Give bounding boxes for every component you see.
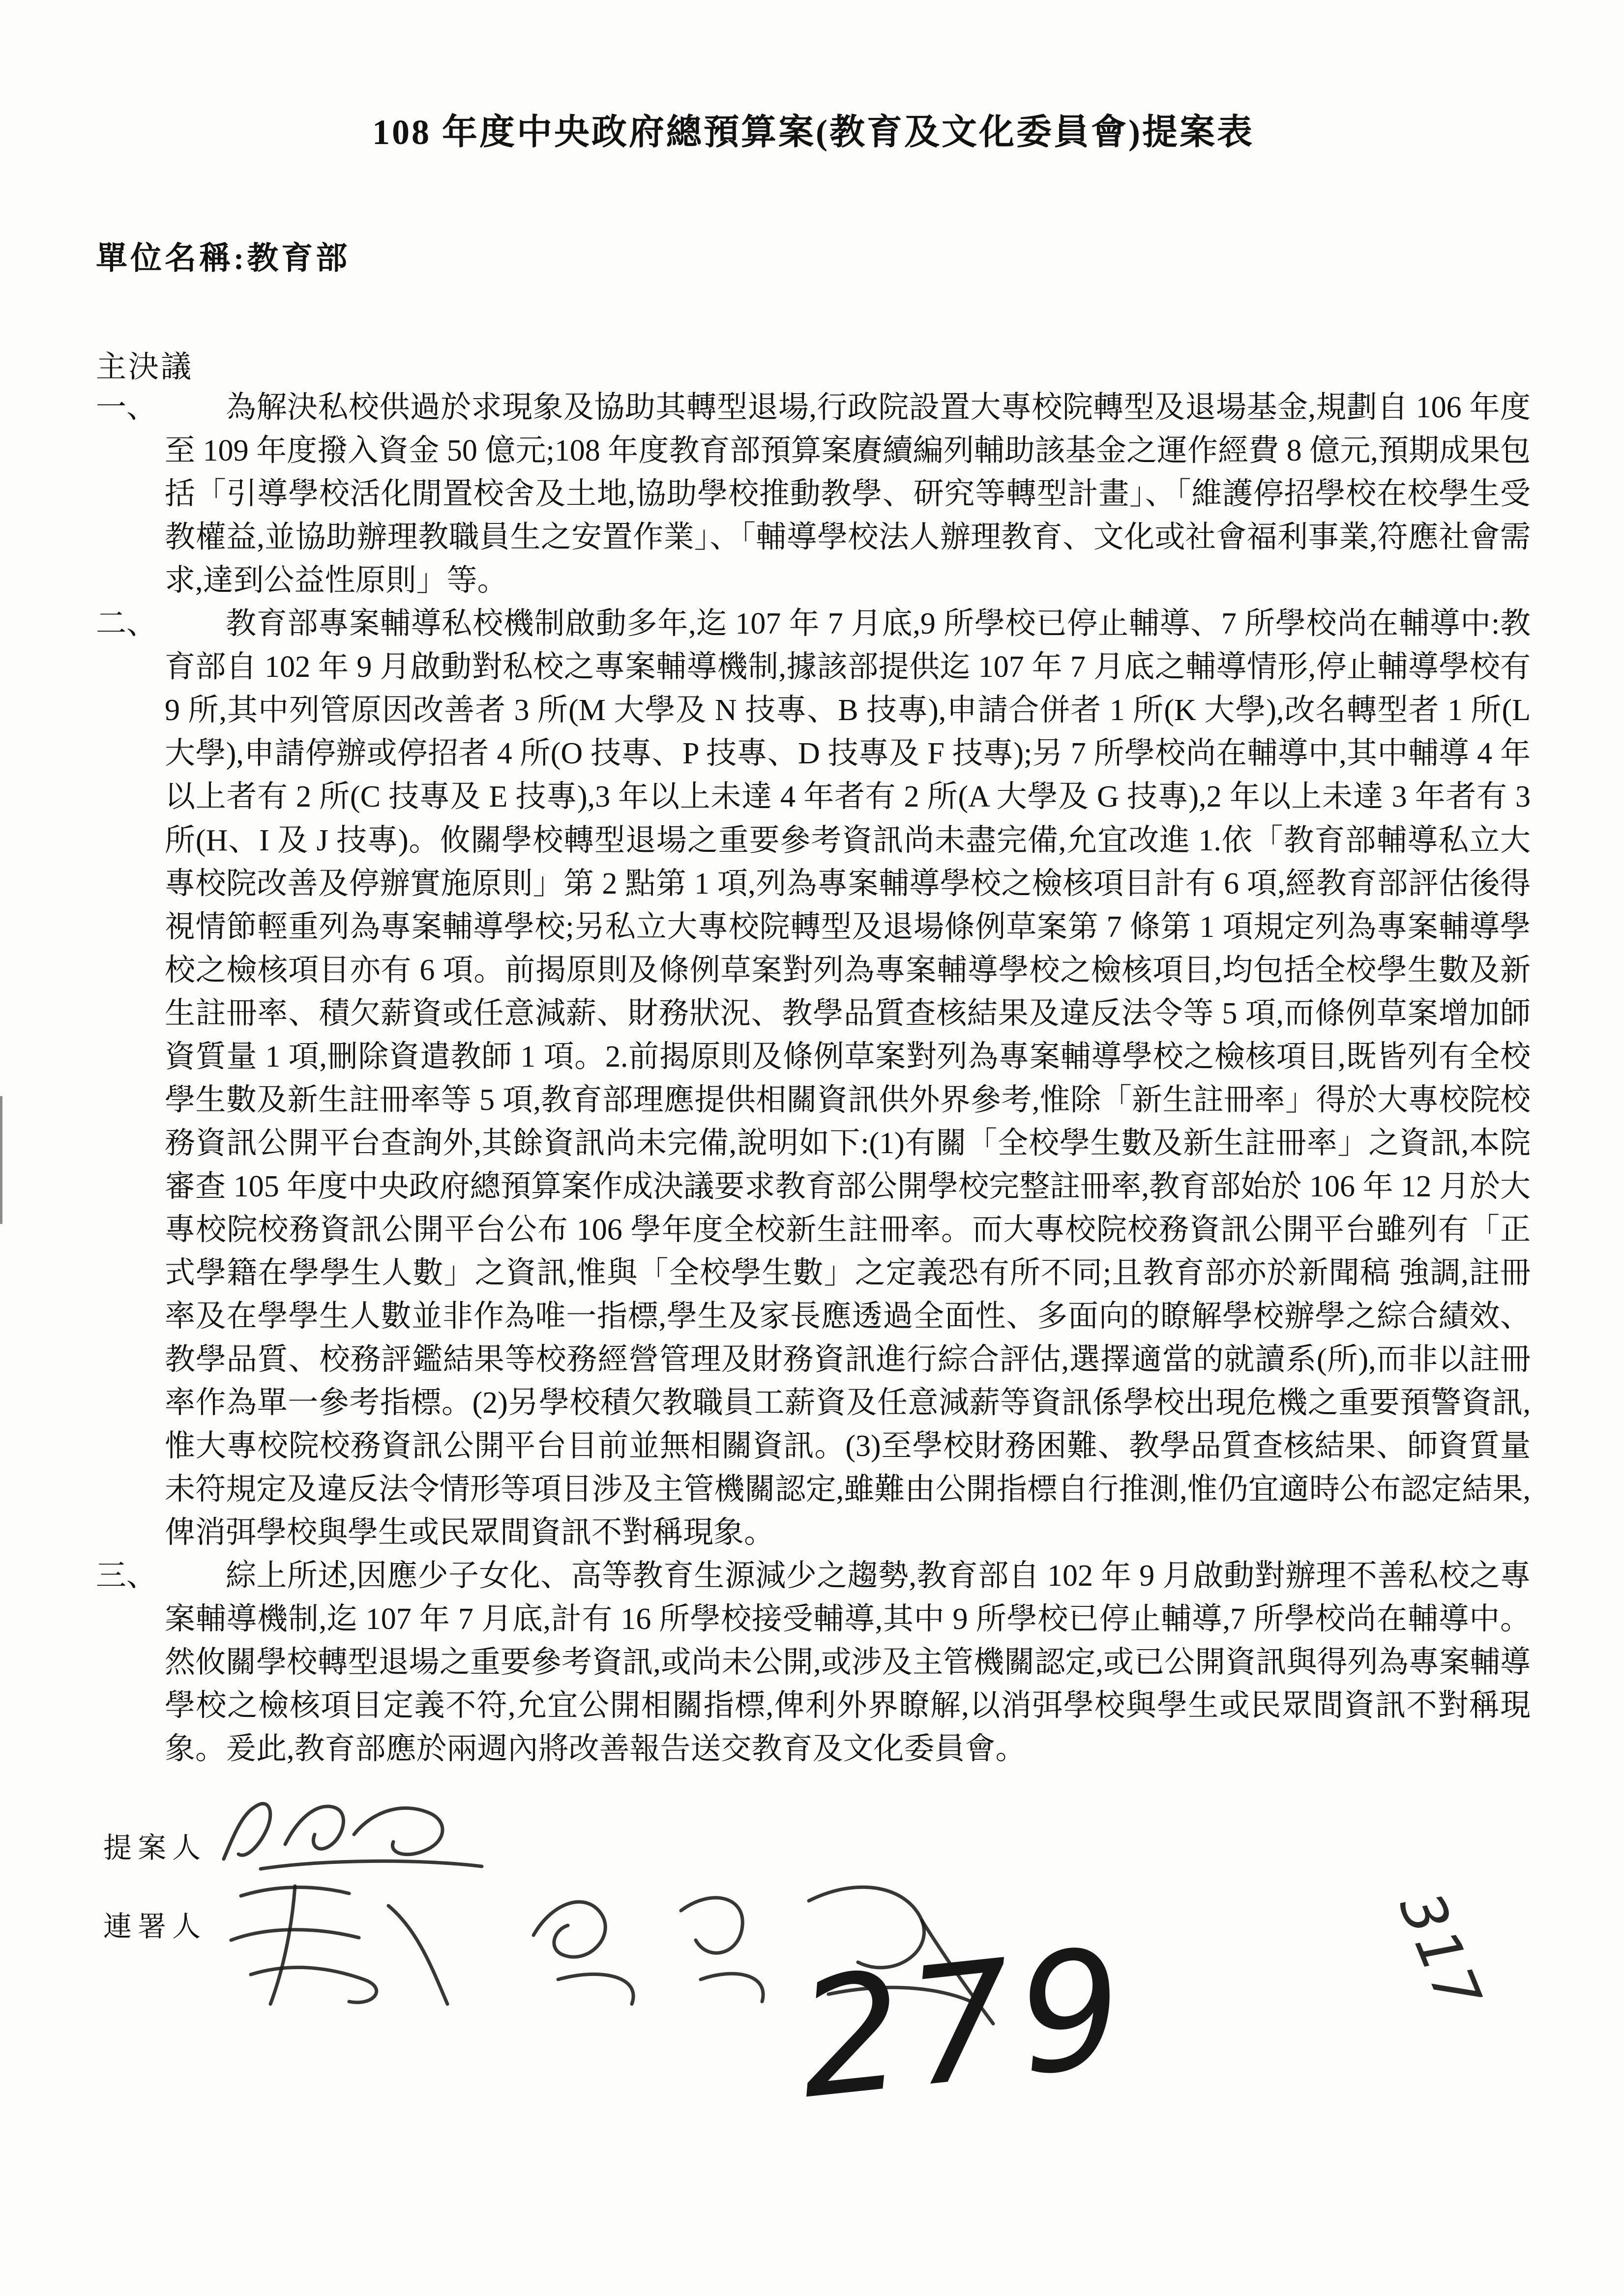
- proposer-signature: [216, 1785, 492, 1884]
- resolution-item-3: [96, 1554, 1531, 1771]
- resolution-marker: 二、: [96, 607, 157, 641]
- handwritten-corner-number: 317: [1386, 1883, 1495, 2022]
- resolution-marker: 三、: [96, 1559, 157, 1593]
- resolution-item-2: [96, 602, 1531, 1554]
- handwritten-page-number: 279: [790, 1913, 1139, 2135]
- resolution-text: 教育部專案輔導私校機制啟動多年,迄 107 年 7 月底,9 所學校已停止輔導、7 所學校尚在輔導中:教育部自 102 年 9 月啟動對私校之專案輔導機制,據該部提供迄 107 年 7 月底之輔導情形,停止輔導學校有 9 所,其中列管原因改善者 3 所(M 大學及 N 技專、B 技專),申請合併者 1 所(K 大學),改名轉型者 1 所(L 大學),申請停辦或停招者 4 所(O 技專、P 技專、D 技專及 F 技專);另 7 所學校尚在輔導中,其中輔導 4 年以上者有 2 所(C 技專及 E 技專),3 年以上未達 4 年者有 2 所(A 大學及 G 技專),2 年以上未達 3 年者有 3 所(H、I 及 J 技專)。攸關學校轉型退場之重要參考資訊尚未盡完備,允宜改進 1.依「教育部輔導私立大專校院改善及停辦實施原則」第 2 點第 1 項,列為專案輔導學校之檢核項目計有 6 項,經教育部評估後得視情節輕重列為專案輔導學校;另私立大專校院轉型及退場條例草案第 7 條第 1 項規定列為專案輔導學校之檢核項目亦有 6 項。前揭原則及條例草案對列為專案輔導學校之檢核項目,均包括全校學生數及新生註冊率、積欠薪資或任意減薪、財務狀況、教學品質查核結果及違反法令等 5 項,而條例草案增加師資質量 1 項,刪除資遣教師 1 項。2.前揭原則及條例草案對列為專案輔導學校之檢核項目,既皆列有全校學生數及新生註冊率等 5 項,教育部理應提供相關資訊供外界參考,惟除「新生註冊率」得於大專校院校務資訊公開平台查詢外,其餘資訊尚未完備,說明如下:(1)有關「全校學生數及新生註冊率」之資訊,本院審查 105 年度中央政府總預算案作成決議要求教育部公開學校完整註冊率,教育部始於 106 年 12 月於大專校院校務資訊公開平台公布 106 學年度全校新生註冊率。而大專校院校務資訊公開平台雖列有「正式學籍在學學生人數」之資訊,惟與「全校學生數」之定義恐有所不同;且教育部亦於新聞稿 強調,註冊率及在學學生人數並非作為唯一指標,學生及家長應透過全面性、多面向的瞭解學校辦學之綜合績效、教學品質、校務評鑑結果等校務經營管理及財務資訊進行綜合評估,選擇適當的就讀系(所),而非以註冊率作為單一參考指標。(2)另學校積欠教職員工薪資及任意減薪等資訊係學校出現危機之重要預警資訊,惟大專校院校務資訊公開平台目前並無相關資訊。(3)至學校財務困難、教學品質查核結果、師資質量未符規定及違反法令情形等項目涉及主管機關認定,雖難由公開指標自行推測,惟仍宜適時公布認定結果,俾消弭學校與學生或民眾間資訊不對稱現象。: [165, 607, 1531, 1549]
- resolution-text: 為解決私校供過於求現象及協助其轉型退場,行政院設置大專校院轉型及退場基金,規劃自 106 年度至 109 年度撥入資金 50 億元;108 年度教育部預算案賡續編列輔助該基金之運作經費 8 億元,預期成果包括「引導學校活化閒置校舍及土地,協助學校推動教學、研究等轉型計畫」、「維護停招學校在校學生受教權益,並協助辦理教職員生之安置作業」、「輔導學校法人辦理教育、文化或社會福利事業,符應社會需求,達到公益性原則」等。: [165, 391, 1531, 598]
- proposer-label: 提案人: [103, 1832, 207, 1864]
- cosigner-signature-1: [211, 1876, 467, 2019]
- document-title: 108 年度中央政府總預算案(教育及文化委員會)提案表: [372, 113, 1254, 152]
- section-heading-main-resolution: 主決議: [96, 350, 194, 384]
- unit-name: 單位名稱:教育部: [96, 241, 351, 276]
- resolution-item-1: [96, 386, 1531, 602]
- signature-block: [96, 1785, 1531, 2193]
- resolution-text: 綜上所述,因應少子女化、高等教育生源減少之趨勢,教育部自 102 年 9 月啟動對辦理不善私校之專案輔導機制,迄 107 年 7 月底,計有 16 所學校接受輔導,其中 9 所學校已停止輔導,7 所學校尚在輔導中。然攸關學校轉型退場之重要參考資訊,或尚未公開,或涉及主管機關認定,或已公開資訊與得列為專案輔導學校之檢核項目定義不符,允宜公開相關指標,俾利外界瞭解,以消弭學校與學生或民眾間資訊不對稱現象。爰此,教育部應於兩週內將改善報告送交教育及文化委員會。: [165, 1559, 1531, 1766]
- cosigner-label: 連署人: [103, 1911, 207, 1943]
- resolution-marker: 一、: [96, 391, 157, 425]
